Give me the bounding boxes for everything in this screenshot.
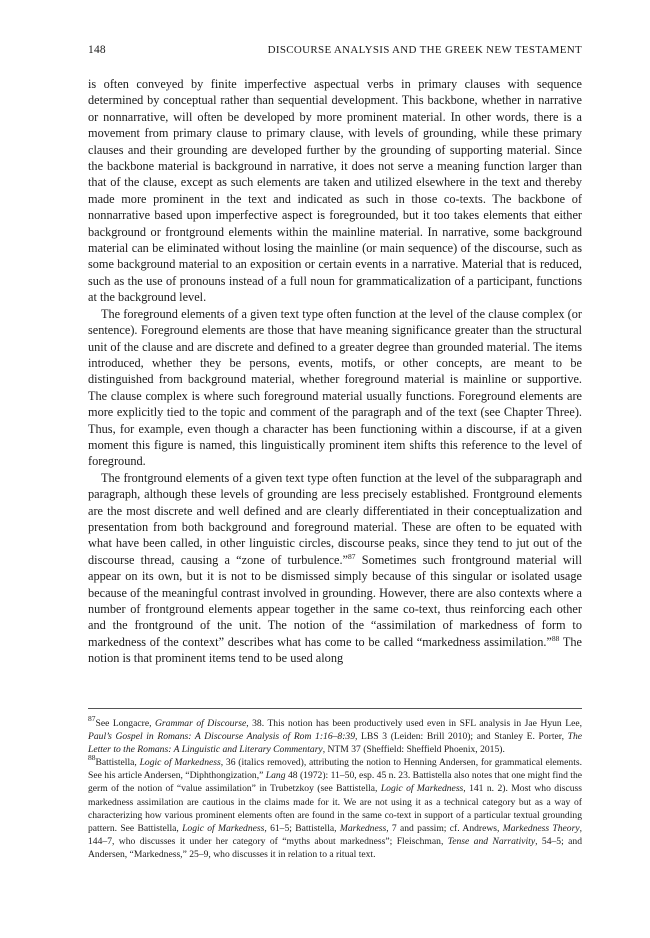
running-title: DISCOURSE ANALYSIS AND THE GREEK NEW TESTAMENT	[267, 44, 582, 56]
footnote-text: , 38. This notion has been productively used even in SFL analysis in Jae Hyun Lee,	[246, 718, 583, 729]
running-header	[88, 44, 582, 56]
paragraph-text: Sometimes such frontground material will appear on its own, but it is not to be dismissed simply because of this singular or isolated usage because of the meaningful contrast involved in grounding. However, there are also contexts where a number of frontground elements appear together in the same co-text, thus reinforcing each other and the frontground of the unit. The notion of the “assimilation of markedness of form to markedness of the context” describes what has come to be called “markedness assimilation.”	[88, 552, 582, 649]
footnote-text: , 144–7, who discusses it under her category of “myths about markedness”; Fleischman,	[88, 822, 582, 847]
footnotes	[88, 714, 583, 861]
page-number: 148	[88, 44, 106, 56]
footnote-number: 88	[88, 753, 96, 763]
footnote	[88, 714, 583, 756]
footnote-text: Battistella,	[95, 757, 140, 769]
footnote-title: Tense and Narrativity	[447, 835, 536, 847]
footnote-text: , 36 (italics removed), attributing the notion to Henning Andersen, for grammatical elements. See his article Andersen, “Diphthongization,”	[88, 757, 582, 782]
footnote-text: , 7 and passim; cf. Andrews,	[386, 822, 503, 834]
footnote-number: 87	[88, 714, 96, 723]
footnote-text: , NTM 37 (Sheffield: Sheffield Phoenix, 2015).	[322, 744, 505, 756]
footnote-title: Logic of Markedness	[182, 822, 265, 834]
footnote-title: Markedness	[339, 822, 387, 834]
footnote-title: Lang	[265, 770, 286, 782]
footnote-text: , 61–5; Battistella,	[264, 822, 340, 834]
footnote-ref: 87	[348, 551, 356, 561]
paragraph-text: The notion is that prominent items tend to be used along	[88, 634, 582, 666]
footnote-title: Grammar of Discourse	[154, 718, 247, 729]
footnote-text: , LBS 3 (Leiden: Brill 2010); and Stanley E. Porter,	[355, 731, 568, 743]
footnote-text: See Longacre,	[95, 718, 155, 729]
paragraph-text: The frontground elements of a given text type often function at the level of the subparagraph and paragraph, although these levels of grounding are less precisely established. Frontground elements are the most discrete and well defined and are clearly differentiated in their conceptualization and presentation from both background and foreground material. These are often to be equated with what have been called, in other linguistic circles, discourse peaks, since they tend to jut out of the discourse thread, causing a “zone of turbulence.”	[88, 470, 582, 567]
footnote-title: Markedness Theory	[502, 822, 580, 834]
body-text	[88, 76, 582, 667]
paragraph	[88, 470, 582, 667]
footnote-title: Paul’s Gospel in Romans: A Discourse Analysis of Rom 1:16–8:39	[88, 731, 356, 743]
paragraph: The foreground elements of a given text type often function at the level of the clause complex (or sentence). Foreground elements are those that have meaning significance greater than the structural unit of the clause and are discrete and defined to a greater degree than grounded material. The items introduced, whether they be persons, events, motifs, or other concepts, are meant to be distinguished from background material, whether foreground material is mainline or supportive. The clause complex is where such foreground material usually functions. Foreground elements are more explicitly tied to the topic and comment of the paragraph and of the text (see Chapter Three). Thus, for example, even though a character has been functioning within a discourse, if at a given moment this figure is named, this linguistically prominent item shifts this reference to the level of foreground.	[88, 306, 582, 469]
footnote-text: 48 (1972): 11–50, esp. 45 n. 23. Battistella also notes that one might find the germ of the notion of “value assimilation” in Trubetzkoy (see Battistella,	[88, 770, 583, 795]
footnote-title: Logic of Markedness	[380, 783, 464, 795]
footnote-title: Logic of Markedness	[139, 757, 221, 769]
footnote	[88, 753, 583, 861]
footnote-ref: 88	[551, 633, 560, 643]
paragraph: is often conveyed by finite imperfective aspectual verbs in primary clauses with sequence determined by conceptual rather than sequential development. This backbone, whether in narrative or nonnarrative, will often be developed by more prominent material. In other words, there is a movement from primary clause to primary clause, with levels of grounding, while these primary clauses and their grounding are developed further by the grounding of supporting material. Since the backbone material is background in narrative, it does not serve a meaning function larger than that of the clause, except as such elements are taken and utilized elsewhere in the text and thereby made more prominent in the text and indicated as such in those co-texts. The backbone of nonnarrative based upon imperfective aspect is foregrounded, but it too takes elements that either background or frontground elements within the mainline material. In narrative, some background material can be eliminated without losing the mainline (or main sequence) of the discourse, such as some background material to an exposition or certain events in a narrative. Material that is reduced, such as the use of pronouns instead of a full noun for grammaticalization of a participant, functions at the background level.	[88, 77, 582, 305]
footnote-text: , 54–5; and Andersen, “Markedness,” 25–9, who discusses it in relation to a ritual text.	[88, 835, 582, 860]
footnote-title: The Letter to the Romans: A Linguistic and Literary Commentary	[88, 731, 582, 756]
footnote-text: , 141 n. 2). Most who discuss markedness assimilation are cautious in the claims made for it. We are not using it as a technical category but as a way of characterizing how various prominent elements often are found in the same co-text in support of a particular textual grounding pattern. See Battistella,	[88, 783, 582, 834]
footnote-divider	[88, 708, 582, 709]
